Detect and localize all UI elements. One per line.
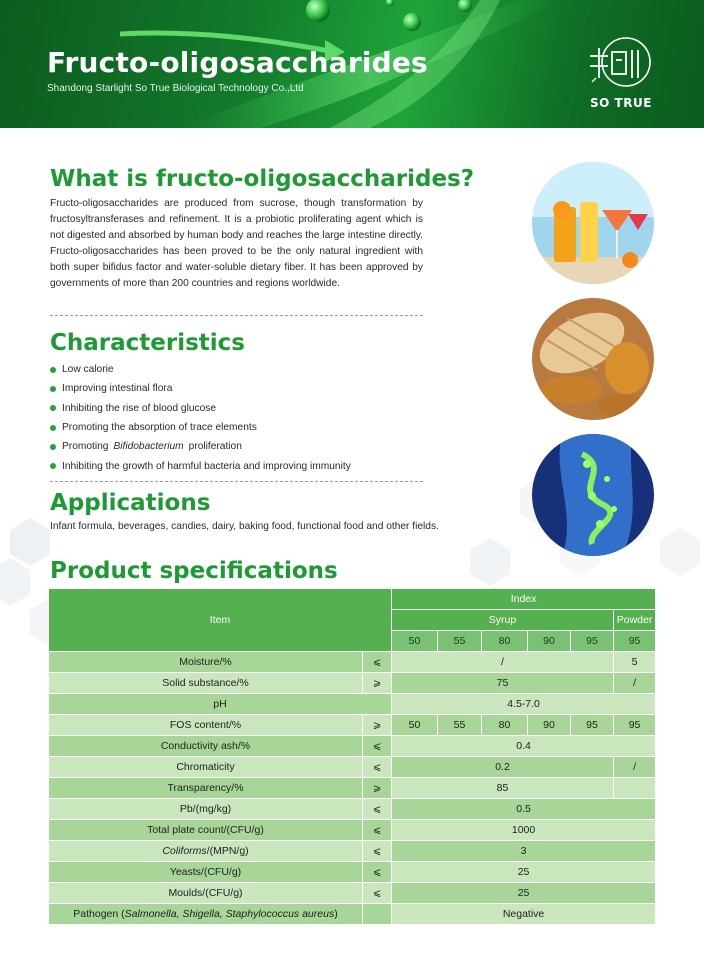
bread-photo [532, 298, 654, 420]
list-item: Promoting Bifidobacterium proliferation [50, 437, 351, 456]
section-divider [50, 481, 423, 482]
table-row: Moisture/% ⩽ / 5 [49, 652, 656, 673]
index-header: Index [392, 589, 656, 610]
header-banner [0, 0, 704, 128]
table-row: Pb/(mg/kg) ⩽ 0.5 [49, 799, 656, 820]
grade-cell: 95 [614, 631, 656, 652]
table-row: Chromaticity ⩽ 0.2 / [49, 757, 656, 778]
page-title: Fructo-oligosaccharides [47, 46, 428, 79]
table-row: Pathogen (Salmonella, Shigella, Staphylococcus aureus) Negative [49, 904, 656, 925]
table-row: Solid substance/% ⩾ 75 / [49, 673, 656, 694]
intestine-photo [532, 434, 654, 556]
table-row: Transparency/% ⩾ 85 [49, 778, 656, 799]
what-is-heading: What is fructo-oligosaccharides? [50, 166, 475, 192]
section-divider [50, 315, 423, 316]
list-item: Inhibiting the rise of blood glucose [50, 399, 351, 418]
table-row: Conductivity ash/% ⩽ 0.4 [49, 736, 656, 757]
table-row: Yeasts/(CFU/g) ⩽ 25 [49, 862, 656, 883]
bullet-icon [50, 444, 56, 450]
grade-cell: 80 [482, 631, 528, 652]
beverages-photo [532, 162, 654, 284]
table-row: Total plate count/(CFU/g) ⩽ 1000 [49, 820, 656, 841]
grade-cell: 90 [528, 631, 571, 652]
bullet-icon [50, 367, 56, 373]
bullet-icon [50, 386, 56, 392]
table-row: pH 4.5-7.0 [49, 694, 656, 715]
list-item: Low calorie [50, 360, 351, 379]
list-item: Improving intestinal flora [50, 379, 351, 398]
syrup-header: Syrup [392, 610, 614, 631]
bullet-icon [50, 405, 56, 411]
powder-header: Powder [614, 610, 656, 631]
list-item: Promoting the absorption of trace elements [50, 418, 351, 437]
list-item: Inhibiting the growth of harmful bacteria and improving immunity [50, 456, 351, 475]
bullet-icon [50, 463, 56, 469]
applications-text: Infant formula, beverages, candies, dairy, baking food, functional food and other fields. [50, 521, 439, 532]
grade-cell: 55 [438, 631, 482, 652]
company-name: Shandong Starlight So True Biological Technology Co.,Ltd [47, 83, 304, 94]
logo-wordmark: SO TRUE [590, 96, 652, 110]
item-header: Item [49, 589, 392, 652]
table-row: Coliforms/(MPN/g) ⩽ 3 [49, 841, 656, 862]
applications-heading: Applications [50, 490, 211, 516]
what-is-description: Fructo-oligosaccharides are produced from sucrose, though transformation by fructosyltransferases and refinement. It is a probiotic proliferating agent which is not digested and absorbed by human body and reaches the large intestine directly. Fructo-oligosaccharides has been proved to be the only natural ingredient with both super bifidus factor and water-soluble dietary fiber. It has been approved by governments of more than 200 countries and regions worldwide. [50, 198, 423, 289]
characteristics-heading: Characteristics [50, 330, 245, 356]
table-row: FOS content/% ⩾ 50 55 80 90 95 95 [49, 715, 656, 736]
table-row: Moulds/(CFU/g) ⩽ 25 [49, 883, 656, 904]
grade-cell: 50 [392, 631, 438, 652]
specifications-table [48, 588, 656, 925]
characteristics-list [50, 360, 351, 476]
bullet-icon [50, 425, 56, 431]
grade-cell: 95 [571, 631, 614, 652]
specifications-heading: Product specifications [50, 558, 338, 584]
